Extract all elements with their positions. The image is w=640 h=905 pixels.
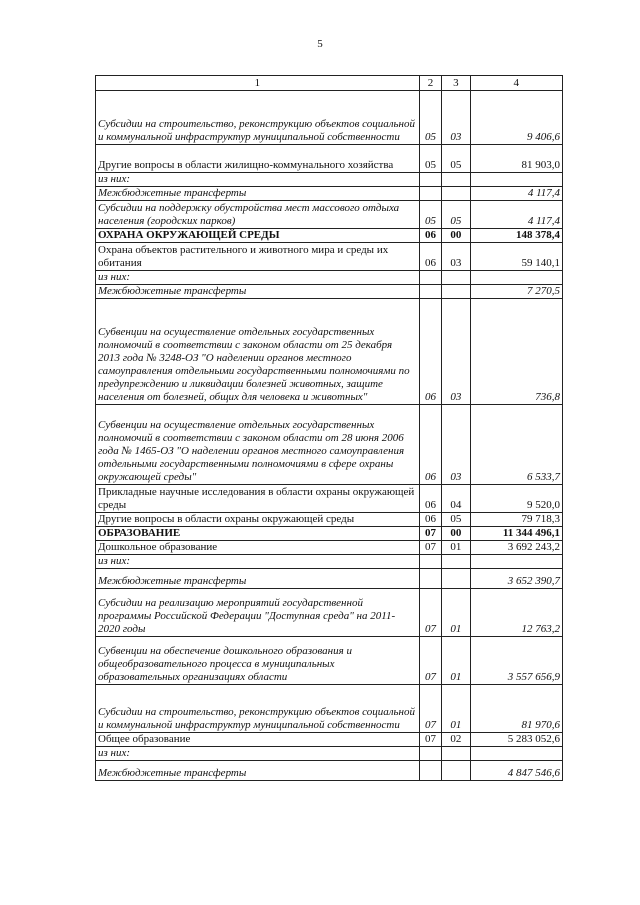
row-amount-cell: 148 378,4 [470,229,562,243]
row-amount-cell: 4 117,4 [470,201,562,229]
header-cell-3: 3 [442,76,470,91]
table-row [96,145,563,173]
row-name-cell: Субсидии на строительство, реконструкцию объектов социальной и коммунальной инфраструктур муниципальной собственности [96,685,420,733]
table-row [96,91,563,145]
row-amount-cell [470,747,562,761]
table-row [96,485,563,513]
row-amount-cell: 81 970,6 [470,685,562,733]
row-name-cell: Межбюджетные трансферты [96,569,420,589]
row-section-cell: 07 [419,733,441,747]
header-cell-2: 2 [419,76,441,91]
row-amount-cell: 11 344 496,1 [470,527,562,541]
table-row [96,747,563,761]
row-amount-cell [470,271,562,285]
row-amount-cell [470,555,562,569]
row-section-cell: 06 [419,485,441,513]
table-row [96,299,563,405]
row-section-cell: 06 [419,243,441,271]
row-section-cell [419,555,441,569]
row-section-cell: 06 [419,229,441,243]
row-subsection-cell: 01 [442,541,470,555]
row-subsection-cell [442,285,470,299]
table-row [96,405,563,485]
row-name-cell: ОБРАЗОВАНИЕ [96,527,420,541]
header-cell-1: 1 [96,76,420,91]
row-amount-cell: 3 557 656,9 [470,637,562,685]
row-subsection-cell: 04 [442,485,470,513]
row-name-cell: из них: [96,555,420,569]
row-amount-cell: 81 903,0 [470,145,562,173]
row-name-cell: из них: [96,747,420,761]
row-amount-cell: 5 283 052,6 [470,733,562,747]
row-subsection-cell: 00 [442,527,470,541]
table-row [96,243,563,271]
row-subsection-cell: 03 [442,91,470,145]
row-subsection-cell [442,555,470,569]
row-section-cell [419,569,441,589]
row-amount-cell: 12 763,2 [470,589,562,637]
table-row [96,733,563,747]
row-section-cell [419,761,441,781]
row-subsection-cell: 05 [442,513,470,527]
row-amount-cell: 9 520,0 [470,485,562,513]
table-row [96,285,563,299]
row-subsection-cell [442,173,470,187]
row-amount-cell: 736,8 [470,299,562,405]
row-section-cell: 07 [419,685,441,733]
table-row [96,569,563,589]
row-subsection-cell: 03 [442,405,470,485]
row-name-cell: Субсидии на строительство, реконструкцию объектов социальной и коммунальной инфраструктур муниципальной собственности [96,91,420,145]
row-amount-cell: 79 718,3 [470,513,562,527]
row-name-cell: ОХРАНА ОКРУЖАЮЩЕЙ СРЕДЫ [96,229,420,243]
table-row [96,555,563,569]
page-number: 5 [317,38,323,50]
row-subsection-cell [442,187,470,201]
row-amount-cell: 6 533,7 [470,405,562,485]
row-amount-cell: 3 692 243,2 [470,541,562,555]
row-name-cell: Межбюджетные трансферты [96,761,420,781]
row-subsection-cell: 02 [442,733,470,747]
row-section-cell: 06 [419,405,441,485]
row-name-cell: Субвенции на осуществление отдельных государственных полномочий в соответствии с законом области от 28 июня 2006 года № 1465-ОЗ "О наделении органов местного самоуправления отдельными государственными полномочиями в сфере охраны окружающей среды" [96,405,420,485]
row-subsection-cell: 03 [442,243,470,271]
table-row [96,589,563,637]
table-row [96,201,563,229]
row-subsection-cell [442,271,470,285]
row-amount-cell: 7 270,5 [470,285,562,299]
row-name-cell: Прикладные научные исследования в области охраны окружающей среды [96,485,420,513]
row-section-cell: 07 [419,541,441,555]
table-row [96,541,563,555]
row-section-cell [419,173,441,187]
table-row [96,637,563,685]
row-subsection-cell: 01 [442,685,470,733]
row-amount-cell [470,173,562,187]
row-amount-cell: 3 652 390,7 [470,569,562,589]
row-subsection-cell: 00 [442,229,470,243]
row-subsection-cell [442,569,470,589]
row-section-cell: 06 [419,513,441,527]
table-row [96,229,563,243]
table-row [96,685,563,733]
row-name-cell: Субсидии на реализацию мероприятий государственной программы Российской Федерации "Доступная среда" на 2011-2020 годы [96,589,420,637]
row-amount-cell: 9 406,6 [470,91,562,145]
table-row [96,527,563,541]
row-name-cell: Другие вопросы в области охраны окружающей среды [96,513,420,527]
row-name-cell: Межбюджетные трансферты [96,285,420,299]
row-subsection-cell: 03 [442,299,470,405]
budget-table [95,75,563,781]
row-section-cell [419,271,441,285]
row-subsection-cell: 05 [442,201,470,229]
row-subsection-cell [442,747,470,761]
row-section-cell: 05 [419,91,441,145]
row-section-cell: 06 [419,299,441,405]
row-subsection-cell: 01 [442,637,470,685]
row-name-cell: Субвенции на обеспечение дошкольного образования и общеобразовательного процесса в муниципальных образовательных организациях области [96,637,420,685]
row-section-cell: 07 [419,527,441,541]
row-section-cell [419,285,441,299]
row-section-cell [419,747,441,761]
row-section-cell: 05 [419,145,441,173]
row-section-cell: 07 [419,589,441,637]
table-row [96,271,563,285]
row-amount-cell: 4 847 546,6 [470,761,562,781]
row-name-cell: Субвенции на осуществление отдельных государственных полномочий в соответствии с законом области от 25 декабря 2013 года № 3248-ОЗ "О наделении органов местного самоуправления отдельными государственными полномочиями по предупреждению и ликвидации болезней животных, защите населения от болезней, общих для человека и животных" [96,299,420,405]
table-row [96,761,563,781]
header-cell-4: 4 [470,76,562,91]
row-name-cell: Дошкольное образование [96,541,420,555]
row-section-cell: 07 [419,637,441,685]
row-amount-cell: 4 117,4 [470,187,562,201]
table-row [96,173,563,187]
table-header-row [96,76,563,91]
row-name-cell: из них: [96,271,420,285]
row-subsection-cell: 05 [442,145,470,173]
row-name-cell: Охрана объектов растительного и животного мира и среды их обитания [96,243,420,271]
row-subsection-cell [442,761,470,781]
row-name-cell: Другие вопросы в области жилищно-коммунального хозяйства [96,145,420,173]
row-name-cell: Субсидии на поддержку обустройства мест массового отдыха населения (городских парков) [96,201,420,229]
table-row [96,513,563,527]
row-section-cell: 05 [419,201,441,229]
row-name-cell: из них: [96,173,420,187]
row-amount-cell: 59 140,1 [470,243,562,271]
row-name-cell: Общее образование [96,733,420,747]
row-section-cell [419,187,441,201]
row-subsection-cell: 01 [442,589,470,637]
table-row [96,187,563,201]
row-name-cell: Межбюджетные трансферты [96,187,420,201]
